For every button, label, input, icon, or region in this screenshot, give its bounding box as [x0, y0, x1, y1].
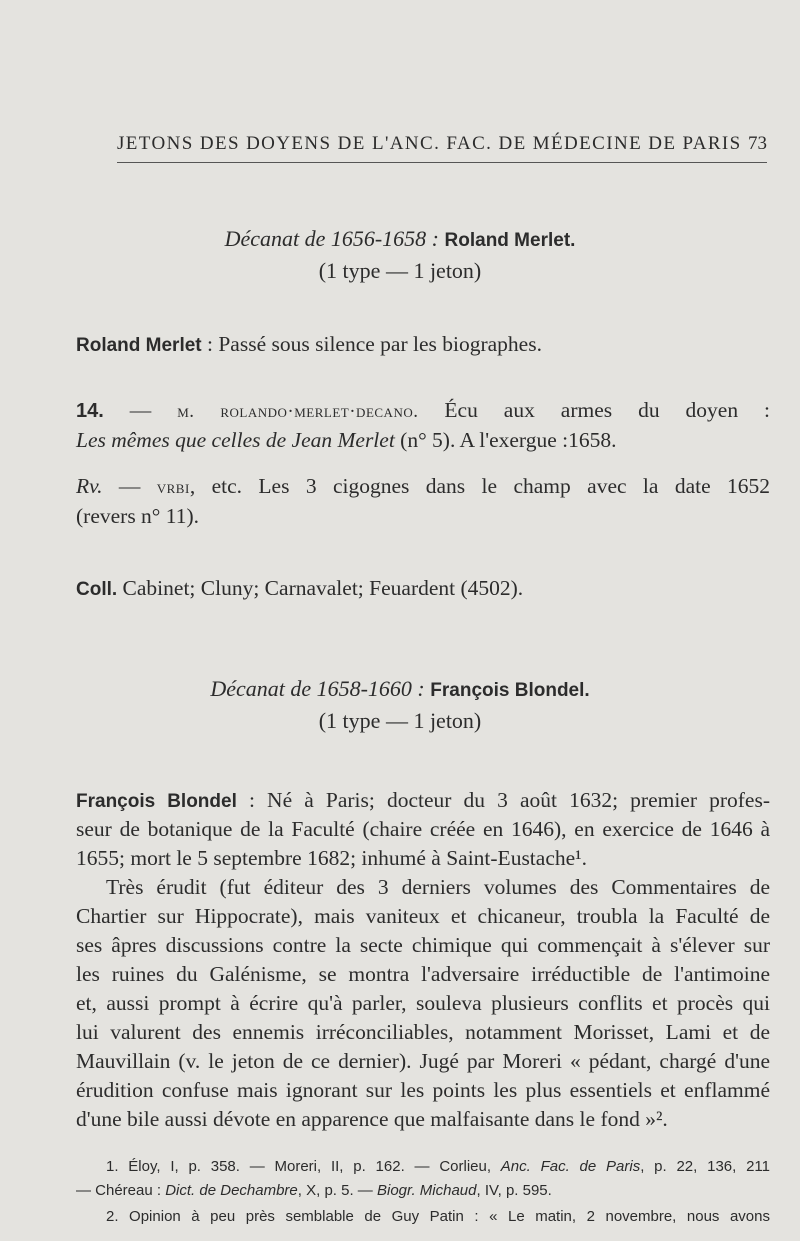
bio-line-3: 1655; mort le 5 septembre 1682; inhumé à Saint-Eustache¹.: [76, 846, 587, 870]
footnote-1-text-b: , p. 22, 136, 211: [640, 1158, 771, 1175]
section2-heading: [0, 676, 800, 702]
section1-intro-text: : Passé sous silence par les biographes.: [201, 332, 542, 356]
section2-heading-name: François Blondel.: [430, 680, 590, 701]
section2-subheading: (1 type — 1 jeton): [318, 708, 482, 733]
collections-text: Cabinet; Cluny; Carnavalet; Feuardent (4502).: [117, 576, 524, 600]
page-number: 73: [748, 133, 767, 154]
bio-line-9: lui valurent des ennemis irréconciliables, notamment Morisset, Lami et de: [76, 1020, 770, 1044]
bio-line-7: les ruines du Galénisme, se montra l'adversaire irréductible de l'antimoine: [76, 962, 770, 986]
footnote-1-line1: [106, 1158, 770, 1175]
bio-line-12: d'une bile aussi dévote en apparence que malfaisante dans le fond »².: [76, 1107, 668, 1131]
bio-line-8: et, aussi prompt à écrire qu'à parler, souleva plusieurs conflits et procès qui: [76, 991, 770, 1015]
bio-line-5: Chartier sur Hippocrate), mais vaniteux et chicaneur, troubla la Faculté de: [76, 904, 770, 928]
bio-line-2: seur de botanique de la Faculté (chaire créée en 1646), en exercice de 1646 à: [76, 817, 770, 841]
reverse-legend: vrbi: [156, 477, 190, 498]
reverse-dash: —: [102, 474, 157, 498]
item-number: 14.: [76, 400, 104, 422]
section1-heading: [0, 226, 800, 252]
bio-line-6: ses âpres discussions contre la secte chimique qui commençait à s'élever sur: [76, 933, 770, 957]
footnote-1-line2-a: — Chéreau :: [76, 1182, 166, 1199]
footnote-1-line2-c: , IV, p. 595.: [476, 1182, 552, 1199]
footnote-1-line2-b: , X, p. 5. —: [297, 1182, 377, 1199]
item-14-line2: [76, 426, 770, 455]
footnote-1-line2-title2: Biogr. Michaud: [376, 1182, 477, 1199]
reverse-text1: , etc. Les 3 cigognes dans le champ avec la date 1652: [189, 474, 771, 498]
reverse-line1: [76, 472, 770, 502]
section1-heading-period: Décanat de 1656-1658 :: [224, 226, 445, 251]
running-header: [117, 133, 767, 155]
item-description: Écu aux armes du doyen :: [418, 398, 770, 422]
footnote-1-text-a: 1. Éloy, I, p. 358. — Moreri, II, p. 162. — Corlieu,: [106, 1158, 501, 1175]
reverse-label: Rv.: [76, 474, 103, 498]
item-line2-rest: (n° 5). A l'exergue :1658.: [394, 428, 617, 452]
item-legend: m. rolando·merlet·decano.: [177, 401, 419, 422]
bio-line-11: érudition confuse mais ignorant sur les points les plus essentiels et enflammé: [76, 1078, 770, 1102]
bio-name: François Blondel: [76, 791, 237, 812]
section1-intro: [76, 330, 770, 360]
section2-heading-period: Décanat de 1658-1660 :: [210, 676, 431, 701]
footnote-2-line1: 2. Opinion à peu près semblable de Guy Patin : « Le matin, 2 novembre, nous avons: [106, 1208, 770, 1225]
footnote-1-line2: [76, 1182, 770, 1199]
section1-intro-name: Roland Merlet: [76, 335, 202, 356]
bio-line-10: Mauvillain (v. le jeton de ce dernier). Jugé par Moreri « pédant, chargé d'une: [76, 1049, 770, 1073]
bio-line-1-text: : Né à Paris; docteur du 3 août 1632; premier profes-: [236, 788, 770, 812]
header-rule: [117, 162, 767, 163]
footnote-1-line2-title1: Dict. de Dechambre: [165, 1182, 298, 1199]
bio-line-4: Très érudit (fut éditeur des 3 derniers volumes des Commentaires de: [106, 875, 770, 899]
running-title: JETONS DES DOYENS DE L'ANC. FAC. DE MÉDECINE DE PARIS: [117, 133, 742, 154]
item-14-line1: [76, 396, 770, 426]
item-dash: —: [103, 398, 178, 422]
bio-line-1: [76, 786, 770, 816]
collections-label: Coll.: [76, 579, 118, 600]
section1-heading-name: Roland Merlet.: [444, 230, 576, 251]
section1-subheading: (1 type — 1 jeton): [318, 258, 482, 283]
footnote-1-title: Anc. Fac. de Paris: [500, 1158, 641, 1175]
item-line2-italic: Les mêmes que celles de Jean Merlet: [76, 428, 395, 452]
collections-line: [76, 574, 770, 604]
reverse-line2: (revers n° 11).: [76, 504, 200, 528]
